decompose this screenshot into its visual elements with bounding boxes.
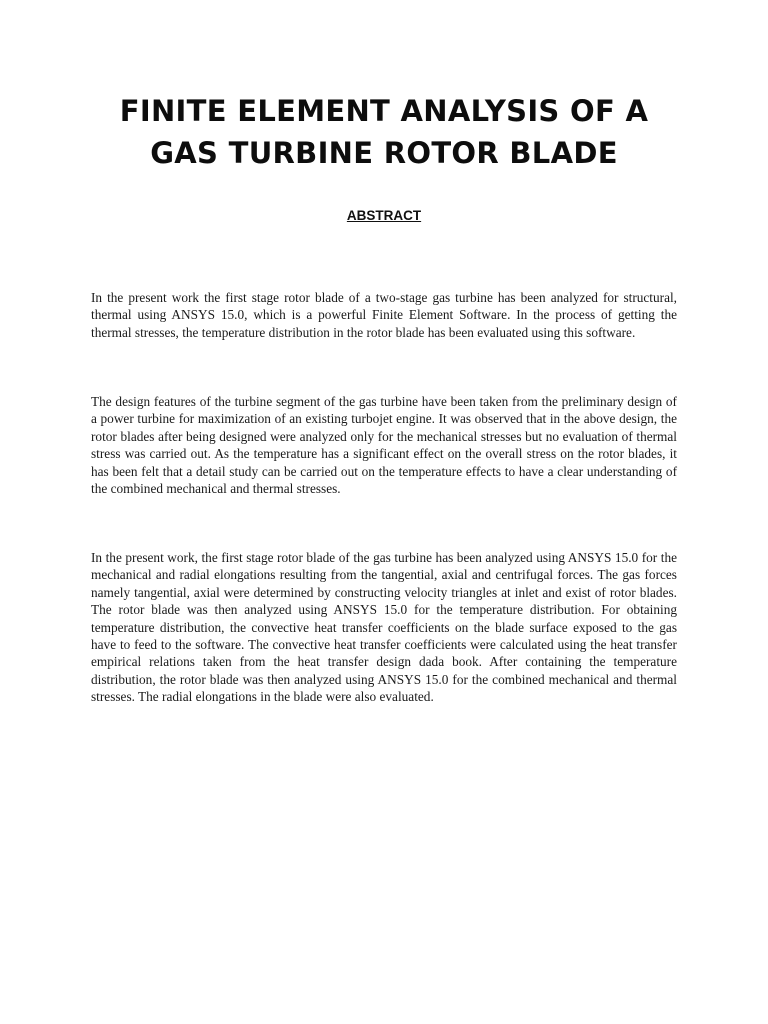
abstract-paragraph-3: In the present work, the first stage rotor blade of the gas turbine has been analyzed using ANSYS 15.0 for the mechanical and radial elongations resulting from the tangential, axial and centrifugal forces. The gas forces namely tangential, axial were determined by constructing velocity triangles at inlet and exist of rotor blades. The rotor blade was then analyzed using ANSYS 15.0 for the temperature distribution. For obtaining temperature distribution, the convective heat transfer coefficients on the blade surface exposed to the gas have to feed to the software. The convective heat transfer coefficients were calculated using the heat transfer empirical relations taken from the heat transfer design dada book. After containing the temperature distribution, the rotor blade was then analyzed using ANSYS 15.0 for the combined mechanical and thermal stresses. The radial elongations in the blade were also evaluated. <box>91 550 677 705</box>
abstract-paragraph-1: In the present work the first stage rotor blade of a two-stage gas turbine has been analyzed for structural, thermal using ANSYS 15.0, which is a powerful Finite Element Software. In the process of getting the thermal stresses, the temperature distribution in the rotor blade has been evaluated using this software. <box>91 290 677 340</box>
abstract-heading: ABSTRACT <box>346 208 422 223</box>
title-line-2: GAS TURBINE ROTOR BLADE <box>150 136 618 170</box>
document-title <box>60 90 708 174</box>
abstract-paragraph-2: The design features of the turbine segment of the gas turbine have been taken from the preliminary design of a power turbine for maximization of an existing turbojet engine. It was observed that in the above design, the rotor blades after being designed were analyzed only for the mechanical stresses but no evaluation of thermal stress was carried out. As the temperature has a significant effect on the overall stress on the rotor blades, it has been felt that a detail study can be carried out on the temperature effects to have a clear understanding of the combined mechanical and thermal stresses. <box>91 394 677 497</box>
title-line-1: FINITE ELEMENT ANALYSIS OF A <box>119 94 649 128</box>
